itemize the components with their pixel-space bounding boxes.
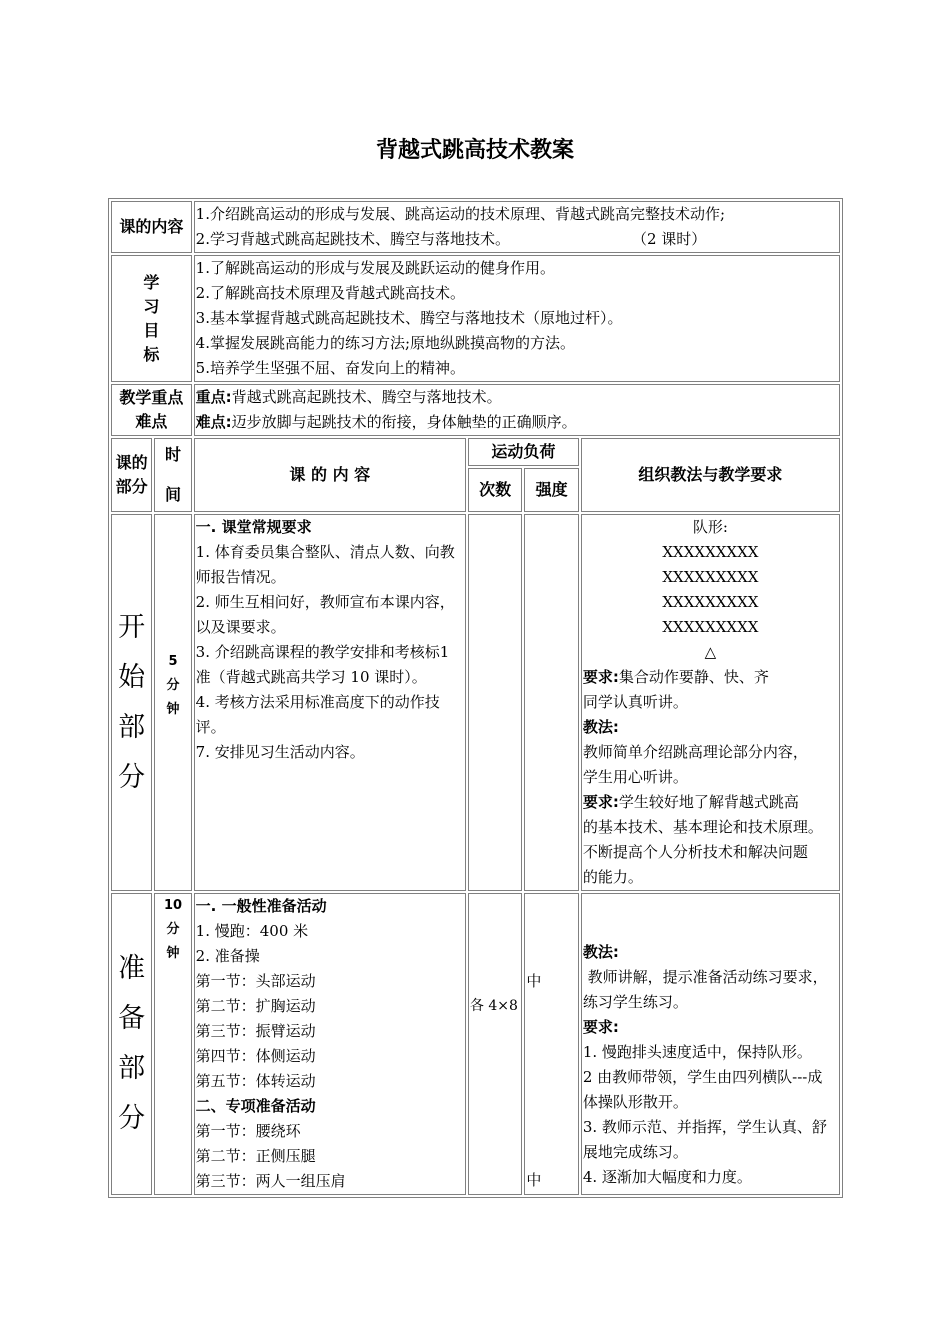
prep-method: 教法: 教师讲解，提示准备活动练习要求， 练习学生练习。 要求: 1. 慢跑排头速度适中，保持队形。 2 由教师带领，学生由四列横队---成 体操队形散开。 3. 教师示范、并指挥，学生认真、舒 展地完成练习。 4. 逐渐加大幅度和力度。	[581, 893, 840, 1195]
goals-label: 学 习 目 标	[111, 255, 192, 382]
key-label: 重点:	[195, 388, 232, 406]
req1-label: 要求:	[582, 668, 619, 686]
intensity-value: 中	[526, 1171, 542, 1189]
content-line: 3. 介绍跳高课程的教学安排和考核标1	[195, 643, 450, 661]
goal-item: 3.基本掌握背越式跳高起跳技术、腾空与落地技术（原地过杆）。	[195, 309, 623, 327]
key-points-row	[111, 384, 840, 436]
page-title: 背越式跳高技术教案	[375, 138, 574, 163]
key-text: 背越式跳高起跳技术、腾空与落地技术。	[231, 388, 502, 406]
header-method: 组织教法与教学要求	[581, 438, 840, 512]
prep-count: 各 4×8	[468, 893, 522, 1195]
start-method: 队形: XXXXXXXXX XXXXXXXXX XXXXXXXXX XXXXXXXXX △ 要求:集合动作要静、快、齐 同学认真听讲。 教法: 教师简单介绍跳高理论部分内容， 学生用心听讲。 要求:学生较好地了解背越式跳高 的基本技术、基本理论和技术原理。 不断提高个人分析技术和解决问题 的能力。	[581, 514, 840, 891]
prep-part-name: 准 备 部 分	[111, 893, 152, 1195]
formation-row: XXXXXXXXX	[662, 593, 759, 611]
start-count	[468, 514, 522, 891]
formation-row: XXXXXXXXX	[662, 568, 759, 586]
content-line-1: 1.介绍跳高运动的形成与发展、跳高运动的技术原理、背越式跳高完整技术动作;	[195, 205, 726, 223]
hard-text: 迈步放脚与起跳技术的衔接，身体触垫的正确顺序。	[231, 413, 577, 431]
prep-part-time: 10 分 钟	[154, 893, 191, 1195]
prep-heading-2: 二、专项准备活动	[195, 1097, 316, 1115]
prep-part-content	[194, 893, 466, 1195]
content-row	[111, 201, 840, 253]
content-line: 评。	[195, 718, 226, 736]
start-intensity	[524, 514, 578, 891]
prep-heading-1: 一. 一般性准备活动	[195, 897, 327, 915]
intensity-value: 中	[526, 972, 542, 990]
header-load: 运动负荷	[468, 438, 579, 466]
content-label: 课的内容	[111, 201, 192, 253]
prep-intensity	[524, 893, 578, 1195]
formation-row: XXXXXXXXX	[662, 618, 759, 636]
content-line: 2. 准备操	[195, 947, 260, 965]
key-points-label: 教学重点 难点	[111, 384, 192, 436]
content-line: 师报告情况。	[195, 568, 286, 586]
content-line: 2. 师生互相问好，教师宣布本课内容，	[195, 593, 455, 611]
lesson-plan-table	[108, 198, 843, 1198]
content-line: 第三节：振臂运动	[195, 1022, 316, 1040]
content-line: 准（背越式跳高共学习 10 课时）。	[195, 668, 427, 686]
start-part-content	[194, 514, 466, 891]
key-points-cell	[194, 384, 840, 436]
content-line: 1. 慢跑：400 米	[195, 922, 309, 940]
content-line: 第一节：腰绕环	[195, 1122, 301, 1140]
prep-part-row	[111, 893, 840, 1195]
method-label: 教法:	[582, 943, 619, 961]
header-time: 时 间	[154, 438, 191, 512]
teacher-position-icon: △	[704, 643, 717, 661]
goal-item: 4.掌握发展跳高能力的练习方法;原地纵跳摸高物的方法。	[195, 334, 576, 352]
header-row-1	[111, 438, 840, 466]
content-line-2: 2.学习背越式跳高起跳技术、腾空与落地技术。 （2 课时）	[195, 230, 707, 248]
content-line: 第五节：体转运动	[195, 1072, 316, 1090]
req2-label: 要求:	[582, 793, 619, 811]
content-line: 1. 体育委员集合整队、清点人数、向教	[195, 543, 455, 561]
content-line: 第四节：体侧运动	[195, 1047, 316, 1065]
content-line: 第二节：扩胸运动	[195, 997, 316, 1015]
formation-label: 队形:	[692, 518, 728, 536]
req-label: 要求:	[582, 1018, 619, 1036]
method-label: 教法:	[582, 718, 619, 736]
goal-item: 1.了解跳高运动的形成与发展及跳跃运动的健身作用。	[195, 259, 555, 277]
start-part-name: 开 始 部 分	[111, 514, 152, 891]
content-line: 7. 安排见习生活动内容。	[195, 743, 365, 761]
goal-item: 2.了解跳高技术原理及背越式跳高技术。	[195, 284, 465, 302]
goals-list	[194, 255, 840, 382]
goals-row	[111, 255, 840, 382]
content-line: 第二节：正侧压腿	[195, 1147, 316, 1165]
content-line: 以及课要求。	[195, 618, 286, 636]
start-heading: 一. 课堂常规要求	[195, 518, 312, 536]
start-part-row	[111, 514, 840, 891]
class-hours: （2 课时）	[631, 230, 707, 248]
header-count: 次数	[468, 468, 522, 512]
header-intensity: 强度	[524, 468, 578, 512]
header-content: 课 的 内 容	[194, 438, 466, 512]
goal-item: 5.培养学生坚强不屈、奋发向上的精神。	[195, 359, 465, 377]
hard-label: 难点:	[195, 413, 232, 431]
content-cell	[194, 201, 840, 253]
start-part-time: 5 分 钟	[154, 514, 191, 891]
header-part: 课的 部分	[111, 438, 152, 512]
content-line: 第一节：头部运动	[195, 972, 316, 990]
formation-row: XXXXXXXXX	[662, 543, 759, 561]
content-line: 4. 考核方法采用标准高度下的动作技	[195, 693, 440, 711]
content-line: 第三节：两人一组压肩	[195, 1172, 346, 1190]
